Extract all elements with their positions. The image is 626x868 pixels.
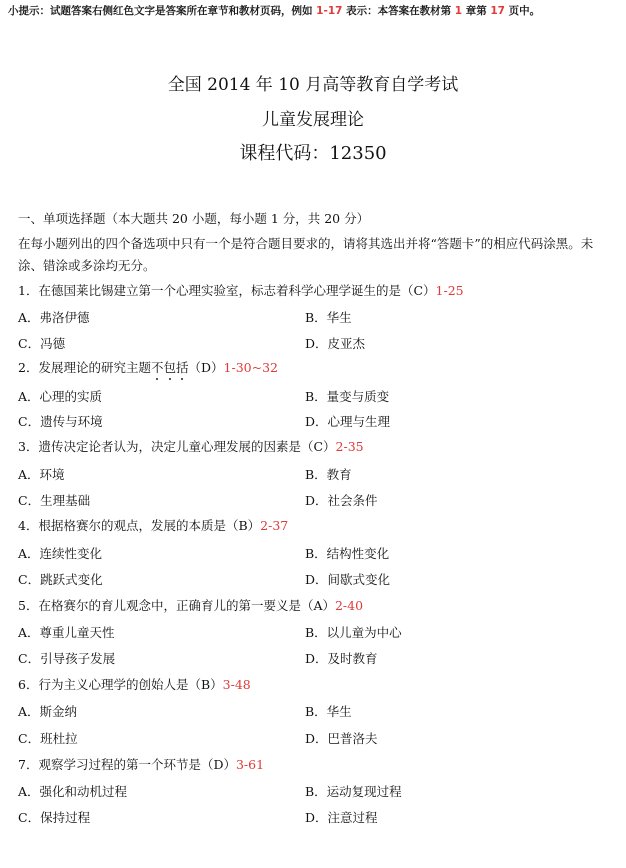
exam-title: 全国 2014 年 10 月高等教育自学考试 (167, 75, 459, 95)
tip-mid2: 章第 (462, 5, 491, 17)
subject-title: 儿童发展理论 (262, 110, 364, 130)
option-a: A．心理的实质 (18, 389, 103, 404)
option-c: C．生理基础 (18, 493, 91, 508)
course-code: 课程代码：12350 (239, 143, 387, 164)
option-d: D．及时教育 (305, 651, 378, 666)
tip-example: 1-17 (316, 5, 343, 17)
option-c: C．跳跃式变化 (18, 572, 103, 587)
question-text: 4．根据格赛尔的观点，发展的本质是（B） (18, 518, 261, 533)
tip-middle: 表示：本答案在教材第 (342, 5, 455, 17)
tip-line (8, 3, 540, 18)
answer-reference: 3-61 (235, 757, 265, 772)
question-text-post: （D） (188, 360, 224, 375)
option-d: D．皮亚杰 (305, 336, 366, 351)
option-b: B．华生 (305, 704, 352, 719)
option-b: B．运动复现过程 (305, 784, 402, 799)
option-b: B．教育 (305, 467, 352, 482)
option-a: A．弗洛伊德 (18, 310, 90, 325)
tip-prefix: 小提示：试题答案右侧红色文字是答案所在章节和教材页码，例如 (8, 5, 317, 17)
answer-reference: 2-40 (334, 598, 364, 613)
option-c: C．遗传与环境 (18, 414, 103, 429)
question-1 (18, 281, 464, 299)
question-text: 3．遗传决定论者认为，决定儿童心理发展的因素是（C） (18, 439, 336, 454)
question-5 (18, 596, 363, 614)
answer-reference: 2-37 (260, 518, 289, 533)
question-text: 6．行为主义心理学的创始人是（B） (18, 677, 223, 692)
answer-reference: 1-30~32 (223, 360, 278, 375)
option-d: D．巴普洛夫 (305, 731, 378, 746)
option-b: B．以儿童为中心 (305, 625, 402, 640)
tip-page: 17 (490, 5, 505, 17)
option-d: D．注意过程 (305, 810, 378, 825)
option-c: C．保持过程 (18, 810, 91, 825)
question-text-pre: 2．发展理论的研究主题 (18, 360, 151, 375)
option-a: A．斯金纳 (18, 704, 78, 719)
option-a: A．连续性变化 (18, 546, 103, 561)
question-6 (18, 675, 251, 693)
option-c: C．班杜拉 (18, 731, 78, 746)
option-b: B．量变与质变 (305, 389, 390, 404)
emphasis-word: 不包括 (150, 360, 189, 375)
option-d: D．社会条件 (305, 493, 378, 508)
option-b: B．结构性变化 (305, 546, 390, 561)
tip-suffix: 页中。 (505, 5, 541, 17)
question-text: 1．在德国莱比锡建立第一个心理实验室，标志着科学心理学诞生的是（C） (18, 283, 436, 298)
option-d: D．心理与生理 (305, 414, 391, 429)
option-c: C．引导孩子发展 (18, 651, 116, 666)
question-text: 7．观察学习过程的第一个环节是（D） (18, 757, 236, 772)
option-a: A．强化和动机过程 (18, 784, 128, 799)
emphasized-text (151, 358, 189, 376)
option-a: A．尊重儿童天性 (18, 625, 115, 640)
question-text: 5．在格赛尔的育儿观念中，正确育儿的第一要义是（A） (18, 598, 335, 613)
section-heading: 一、单项选择题（本大题共 20 小题，每小题 1 分，共 20 分） (18, 211, 370, 226)
section-instruction: 在每小题列出的四个备选项中只有一个是符合题目要求的，请将其选出并将“答题卡”的相应代码涂黑。未涂、错涂或多涂均无分。 (18, 236, 594, 273)
tip-chapter: 1 (454, 5, 463, 17)
answer-reference: 1-25 (435, 283, 464, 298)
question-7 (18, 755, 264, 773)
emphasis-dots (151, 378, 189, 382)
question-3 (18, 437, 364, 455)
answer-reference: 3-48 (222, 677, 251, 692)
option-c: C．冯德 (18, 336, 66, 351)
option-b: B．华生 (305, 310, 352, 325)
answer-reference: 2-35 (335, 439, 364, 454)
option-a: A．环境 (18, 467, 65, 482)
question-2 (18, 358, 278, 376)
option-d: D．间歇式变化 (305, 572, 391, 587)
question-4 (18, 516, 288, 534)
